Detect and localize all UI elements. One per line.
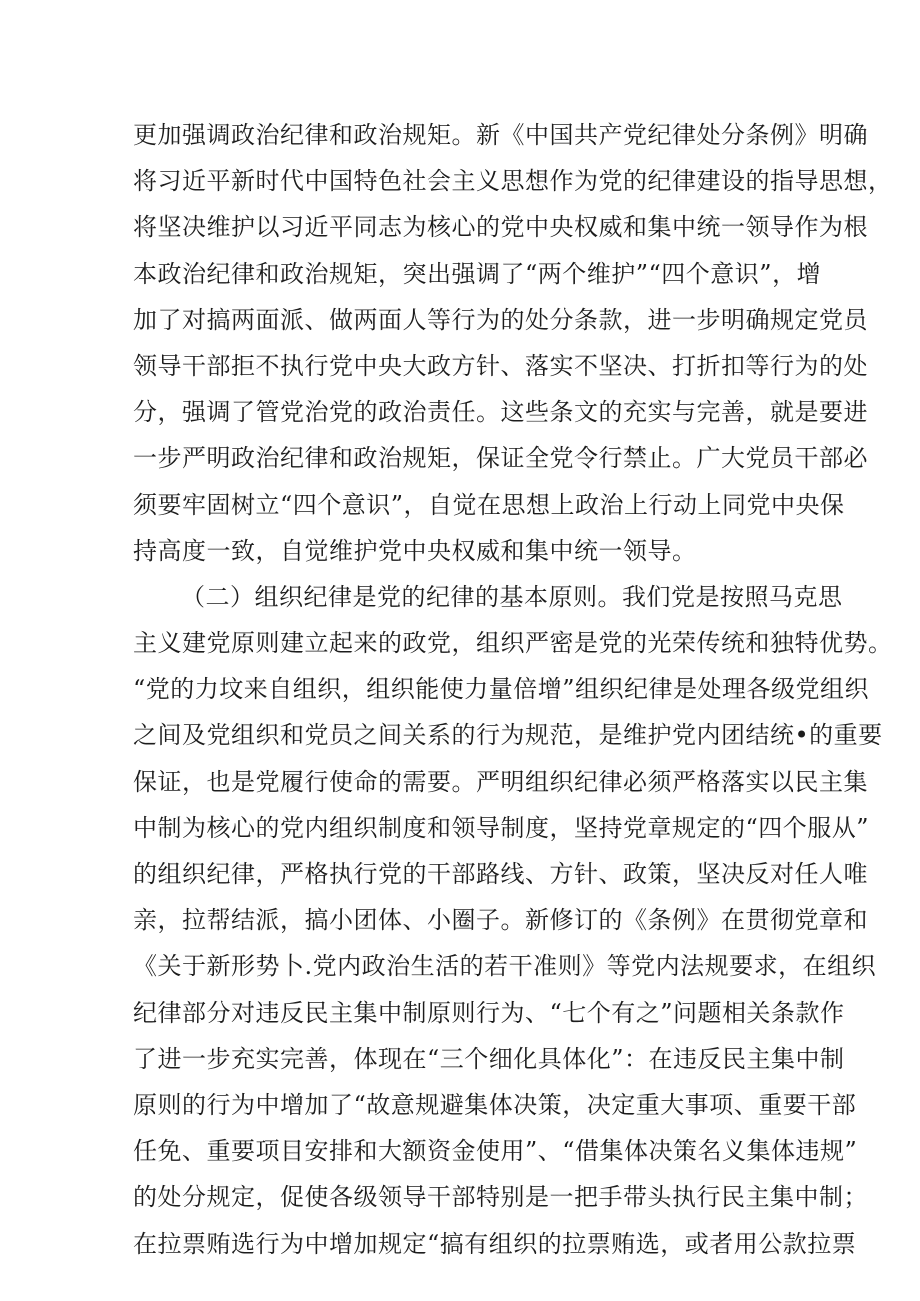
text-line: 原则的行为中增加了“故意规避集体决策，决定重大事项、重要干部 xyxy=(133,1090,857,1119)
text-line: 纪律部分对违反民主集中制原则行为、“七个有之”问题相关条款作 xyxy=(133,998,845,1027)
text-line: 之间及党组织和党员之间关系的行为规范，是维护党内团结统•的重要 xyxy=(133,721,883,750)
text-line: 将坚决维护以习近平同志为核心的党中央权威和集中统一领导作为根 xyxy=(133,213,868,242)
text-line: 的组织纪律，严格执行党的干部路线、方针、政策，坚决反对任人唯 xyxy=(133,860,868,888)
text-line: 任免、重要项目安排和大额资金使用”、“借集体决策名义集体违规” xyxy=(133,1137,858,1166)
text-line: 持高度一致，自觉维护党中央权威和集中统一领导。 xyxy=(133,536,697,565)
body-text xyxy=(133,112,893,1267)
text-line: 本政治纪律和政治规矩，突出强调了“两个维护”“四个意识”，增 xyxy=(133,259,822,288)
text-line: 在拉票贿选行为中增加规定“搞有组织的拉票贿选，或者用公款拉票 xyxy=(133,1229,857,1258)
text-line: 领导干部拒不执行党中央大政方针、落实不坚决、打折扣等行为的处 xyxy=(133,351,868,380)
text-line: 《关于新形势卜.党内政治生活的若干准则》等党内法规要求，在组织 xyxy=(133,952,877,981)
text-line: 保证，也是党履行使命的需要。严明组织纪律必须严格落实以民主集 xyxy=(133,767,868,796)
text-line: 须要牢固树立“四个意识”，自觉在思想上政治上行动上同党中央保 xyxy=(133,490,845,519)
text-line: 亲，拉帮结派，搞小团体、小圈子。新修订的《条例》在贯彻党章和 xyxy=(133,906,868,935)
text-line: 更加强调政治纪律和政治规矩。新《中国共产党纪律处分条例》明确 xyxy=(133,121,868,149)
text-line: 一步严明政治纪律和政治规矩，保证全党令行禁止。广大党员干部必 xyxy=(133,444,868,473)
text-line: 主义建党原则建立起来的政党，组织严密是党的光荣传统和独特优势。 xyxy=(133,629,893,658)
text-line: 将习近平新时代中国特色社会主义思想作为党的纪律建设的指导思想， xyxy=(133,167,893,196)
text-line: “党的力坟来自组织，组织能使力量倍增”组织纪律是处理各级党组织 xyxy=(133,675,870,704)
text-line: 分，强调了管党治党的政治责任。这些条文的充实与完善，就是要进 xyxy=(133,398,868,427)
text-line: 了进一步充实完善，体现在“三个细化具体化”：在违反民主集中制 xyxy=(133,1044,845,1073)
text-line: 中制为核心的党内组织制度和领导制度，坚持党章规定的“四个服从” xyxy=(133,813,870,842)
section-heading-line: （二）组织纪律是党的纪律的基本原则。我们党是按照马克思 xyxy=(181,582,843,611)
text-line: 加了对搞两面派、做两面人等行为的处分条款，进一步明确规定党员 xyxy=(133,305,868,334)
text-line: 的处分规定，促使各级领导干部特别是一把手带头执行民主集中制； xyxy=(133,1183,868,1212)
